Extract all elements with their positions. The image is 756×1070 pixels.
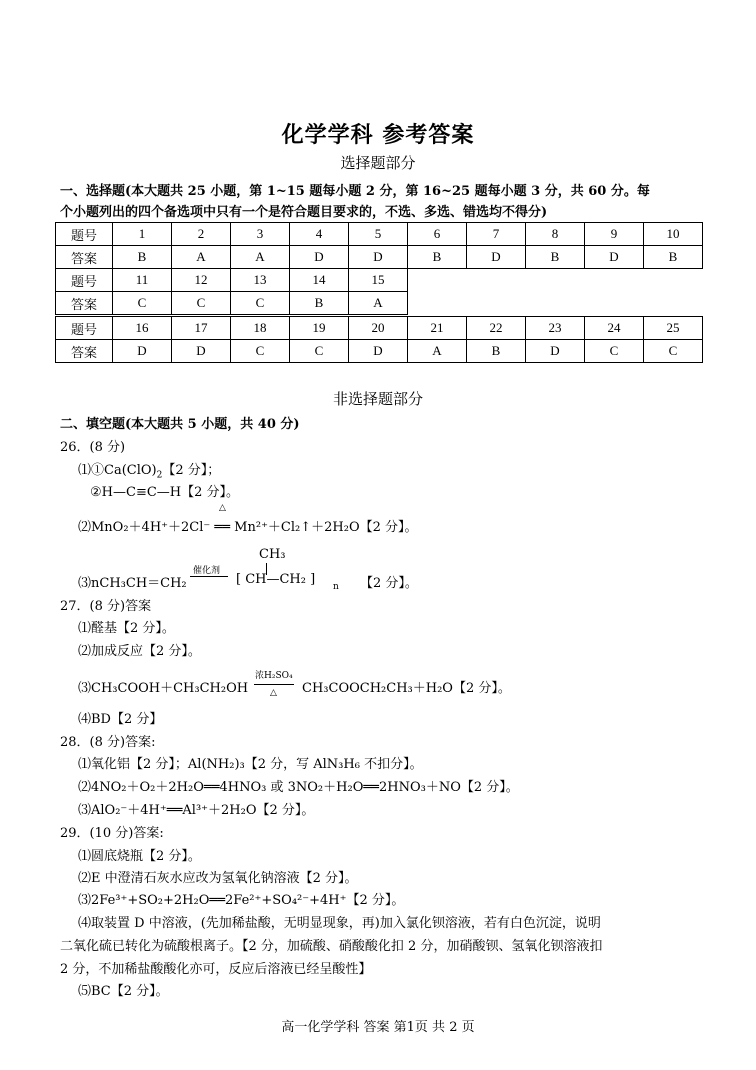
choice-instructions-line1: 一、选择题(本大题共 25 小题，第 1~15 题每小题 2 分，第 16~25 题每小题 3 分，共 60 分。每	[60, 184, 650, 199]
table-row-answers	[56, 246, 703, 269]
table-row-question-numbers	[56, 269, 408, 292]
row-header: 题号	[56, 269, 113, 292]
q27-line2: ⑵加成反应【2 分】。	[78, 644, 201, 659]
q27-line1: ⑴醛基【2 分】。	[78, 621, 175, 636]
question-number-cell: 3	[231, 223, 290, 246]
question-number-cell: 24	[585, 317, 644, 340]
question-number-cell: 4	[290, 223, 349, 246]
answer-cell: B	[113, 246, 172, 269]
answer-cell: B	[467, 340, 526, 363]
table-row-question-numbers	[56, 317, 703, 340]
answer-cell: D	[349, 340, 408, 363]
answer-cell: C	[231, 292, 290, 315]
q29-line2: ⑵E 中澄清石灰水应改为氢氧化钠溶液【2 分】。	[78, 871, 358, 886]
q27-heading: 27．(8 分)答案	[60, 599, 152, 614]
question-number-cell: 15	[349, 269, 408, 292]
q26-line2: ②H—C≡C—H【2 分】。	[90, 485, 240, 500]
fill-instructions: 二、填空题(本大题共 5 小题，共 40 分)	[60, 417, 300, 432]
question-number-cell: 12	[172, 269, 231, 292]
question-number-cell: 22	[467, 317, 526, 340]
page-footer: 高一化学学科 答案 第1页 共 2 页	[281, 1020, 475, 1035]
question-number-cell: 13	[231, 269, 290, 292]
q29-line4a: ⑷取装置 D 中溶液，(先加稀盐酸，无明显现象，再)加入氯化钡溶液，若有白色沉淀，说明	[78, 916, 601, 931]
question-number-cell: 18	[231, 317, 290, 340]
question-number-cell: 10	[644, 223, 703, 246]
row-header: 答案	[56, 340, 113, 363]
answer-cell: A	[172, 246, 231, 269]
question-number-cell: 23	[526, 317, 585, 340]
question-number-cell: 7	[467, 223, 526, 246]
answer-cell: B	[526, 246, 585, 269]
answer-cell: B	[408, 246, 467, 269]
q27-condition-top: 浓H₂SO₄	[255, 671, 293, 681]
q27-line3-reactants: ⑶CH₃COOH＋CH₃CH₂OH	[78, 681, 249, 696]
table-row-question-numbers	[56, 223, 703, 246]
q26-line1	[78, 459, 221, 481]
answer-cell: D	[172, 340, 231, 363]
question-number-cell: 1	[113, 223, 172, 246]
q29-line4c: 2 分，不加稀盐酸酸化亦可，反应后溶液已经呈酸性】	[60, 962, 372, 977]
question-number-cell: 16	[113, 317, 172, 340]
answer-table-16-25	[55, 316, 703, 363]
question-number-cell: 21	[408, 317, 467, 340]
answer-cell: C	[644, 340, 703, 363]
answer-cell: B	[644, 246, 703, 269]
answer-cell: A	[231, 246, 290, 269]
choice-instructions-line2: 个小题列出的四个备选项中只有一个是符合题目要求的，不选、多选、错选均不得分)	[60, 205, 548, 220]
answer-cell: D	[113, 340, 172, 363]
q26-catalyst: 催化剂	[193, 566, 221, 576]
q29-line3: ⑶2Fe³⁺+SO₂+2H₂O══2Fe²⁺+SO₄²⁻+4H⁺【2 分】。	[78, 893, 405, 908]
question-number-cell: 2	[172, 223, 231, 246]
q28-line2: ⑵4NO₂＋O₂＋2H₂O══4HNO₃ 或 3NO₂＋H₂O══2HNO₃＋NO【2 分】。	[78, 780, 519, 795]
answer-cell: D	[585, 246, 644, 269]
q26-heat-condition: △	[219, 503, 226, 513]
page-title: 化学学科 参考答案	[281, 122, 475, 148]
question-number-cell: 6	[408, 223, 467, 246]
q26-degree-n: n	[333, 582, 339, 592]
q28-line3: ⑶AlO₂⁻＋4H⁺══Al³⁺＋2H₂O【2 分】。	[78, 803, 315, 818]
question-number-cell: 8	[526, 223, 585, 246]
question-number-cell: 25	[644, 317, 703, 340]
answer-cell: A	[408, 340, 467, 363]
row-header: 答案	[56, 292, 113, 315]
question-number-cell: 14	[290, 269, 349, 292]
table-row-answers	[56, 292, 408, 315]
q29-heading: 29．(10 分)答案:	[60, 826, 164, 841]
q26-reaction-arrow	[190, 576, 228, 577]
answer-cell: C	[113, 292, 172, 315]
q27-line4: ⑷BD【2 分】	[78, 712, 163, 727]
q26-line1-score: 【2 分】；	[162, 463, 221, 478]
q26-line4-reactant: ⑶nCH₃CH＝CH₂	[78, 576, 187, 591]
q26-line1-formula: ⑴①Ca(ClO)	[78, 463, 157, 478]
question-number-cell: 5	[349, 223, 408, 246]
question-number-cell: 20	[349, 317, 408, 340]
answer-cell: A	[349, 292, 408, 315]
answer-table-1-10	[55, 222, 703, 269]
q26-methyl-group: CH₃	[259, 547, 286, 562]
q27-reversible-arrow	[254, 684, 294, 685]
answer-cell: D	[349, 246, 408, 269]
q29-line5: ⑸BC【2 分】。	[78, 984, 169, 999]
q27-condition-bottom: △	[270, 688, 277, 698]
q29-line4b: 二氧化硫已转化为硫酸根离子。【2 分，加硫酸、硝酸酸化扣 2 分，加硝酸钡、氢氧化钡溶液扣	[60, 939, 603, 954]
question-number-cell: 9	[585, 223, 644, 246]
answer-cell: B	[290, 292, 349, 315]
q28-heading: 28．(8 分)答案:	[60, 735, 156, 750]
q26-line4-score: 【2 分】。	[360, 576, 418, 591]
table-row-answers	[56, 340, 703, 363]
question-number-cell: 17	[172, 317, 231, 340]
row-header: 题号	[56, 223, 113, 246]
answer-cell: C	[172, 292, 231, 315]
q26-line4-polymer: [ CH—CH₂ ]	[236, 572, 316, 587]
q26-line3: ⑵MnO₂＋4H⁺＋2Cl⁻ ══ Mn²⁺＋Cl₂↑＋2H₂O【2 分】。	[78, 520, 418, 535]
answer-cell: C	[231, 340, 290, 363]
row-header: 题号	[56, 317, 113, 340]
q28-line1: ⑴氧化铝【2 分】；Al(NH₂)₃【2 分，写 AlN₃H₆ 不扣分】。	[78, 757, 423, 772]
section-heading-nonchoice: 非选择题部分	[332, 390, 423, 408]
answer-table-11-15	[55, 268, 408, 315]
answer-cell: C	[585, 340, 644, 363]
answer-cell: D	[467, 246, 526, 269]
question-number-cell: 19	[290, 317, 349, 340]
answer-cell: C	[290, 340, 349, 363]
q27-line3-products: CH₃COOCH₂CH₃＋H₂O【2 分】。	[302, 681, 511, 696]
section-heading-choice: 选择题部分	[340, 154, 416, 172]
q26-heading: 26．(8 分)	[60, 440, 126, 455]
answer-cell: D	[526, 340, 585, 363]
q29-line1: ⑴圆底烧瓶【2 分】。	[78, 849, 201, 864]
row-header: 答案	[56, 246, 113, 269]
answer-cell: D	[290, 246, 349, 269]
q26-line1-subscript: 2	[156, 470, 163, 481]
question-number-cell: 11	[113, 269, 172, 292]
